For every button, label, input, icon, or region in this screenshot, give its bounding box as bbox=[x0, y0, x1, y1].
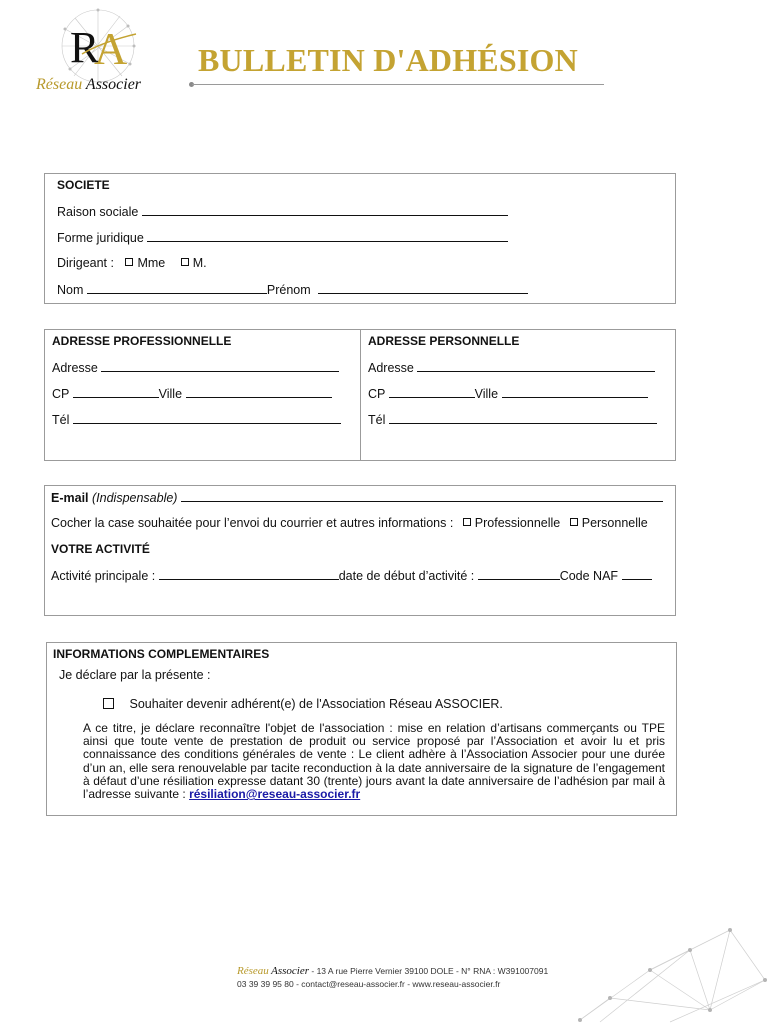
nom-field[interactable] bbox=[87, 281, 267, 294]
mme-label: Mme bbox=[137, 256, 166, 270]
footer-brand-2: Associer bbox=[271, 965, 310, 977]
prenom-field[interactable] bbox=[318, 281, 528, 294]
date-debut-field[interactable] bbox=[478, 567, 560, 580]
cp-ville-pro-row bbox=[52, 385, 332, 402]
info-paragraph bbox=[83, 722, 665, 801]
personnelle-checkbox[interactable] bbox=[570, 518, 578, 526]
ville-perso-field[interactable] bbox=[502, 385, 648, 398]
adresse-pro-heading: ADRESSE PROFESSIONNELLE bbox=[52, 334, 232, 348]
souhait-label: Souhaiter devenir adhérent(e) de l'Association Réseau ASSOCIER. bbox=[129, 697, 503, 711]
souhait-checkbox[interactable] bbox=[103, 698, 114, 709]
adresse-perso-label: Adresse bbox=[368, 361, 414, 375]
cp-pro-field[interactable] bbox=[73, 385, 159, 398]
cp-pro-label: CP bbox=[52, 387, 70, 401]
adresse-pro-field[interactable] bbox=[101, 359, 339, 372]
network-decoration-icon bbox=[560, 920, 768, 1024]
activite-heading: VOTRE ACTIVITÉ bbox=[51, 542, 150, 556]
info-paragraph-text: A ce titre, je déclare reconnaître l'objet de l'association : mise en relation d’artisans commerçants ou TPE ainsi que toute vente de prestation de produit ou service proposé par l’Association et avoir lu et pris connaissance des conditions générales de vente : Le client adhère à l’Association Associer pour une durée d’un an, elle sera renouvelable par tacite reconduction à la date anniversaire de la signature de l’engagement à défaut d’une résiliation expresse datant 30 (trente) jours avant la date anniversaire de l’adhésion par mail à l’adresse suivante : bbox=[83, 721, 665, 802]
ville-pro-field[interactable] bbox=[186, 385, 332, 398]
nom-prenom-row bbox=[57, 281, 528, 298]
professionnelle-label: Professionnelle bbox=[474, 516, 561, 530]
brand-name-part1: Réseau bbox=[36, 76, 83, 93]
cocher-row bbox=[51, 515, 648, 531]
activite-principale-field[interactable] bbox=[159, 567, 339, 580]
ville-pro-label: Ville bbox=[158, 387, 183, 401]
footer-line-1 bbox=[237, 965, 548, 978]
nom-label: Nom bbox=[57, 283, 84, 297]
cp-ville-perso-row bbox=[368, 385, 648, 402]
forme-juridique-field[interactable] bbox=[147, 229, 508, 242]
prenom-label: Prénom bbox=[266, 283, 311, 297]
dirigeant-label: Dirigeant : bbox=[57, 256, 114, 270]
activite-row bbox=[51, 567, 652, 584]
date-debut-label: date de début d’activité : bbox=[338, 569, 475, 583]
email-activite-section bbox=[44, 485, 676, 616]
page-title: BULLETIN D'ADHÉSION bbox=[198, 42, 578, 78]
network-globe-icon bbox=[30, 4, 170, 84]
professionnelle-checkbox[interactable] bbox=[463, 518, 471, 526]
code-naf-label: Code NAF bbox=[559, 569, 619, 583]
adresse-pro-row bbox=[52, 359, 339, 376]
tel-pro-field[interactable] bbox=[73, 411, 341, 424]
activite-principale-label: Activité principale : bbox=[51, 569, 156, 583]
info-section bbox=[46, 642, 677, 816]
tel-perso-row bbox=[368, 411, 657, 428]
email-label: E-mail bbox=[51, 491, 89, 505]
dirigeant-row bbox=[57, 255, 207, 271]
forme-juridique-label: Forme juridique bbox=[57, 231, 144, 245]
societe-section bbox=[44, 173, 676, 304]
raison-sociale-field[interactable] bbox=[142, 203, 508, 216]
email-note: (Indispensable) bbox=[92, 491, 178, 505]
raison-sociale-row bbox=[57, 203, 508, 220]
personnelle-label: Personnelle bbox=[581, 516, 648, 530]
email-row bbox=[51, 489, 663, 506]
svg-text:R: R bbox=[70, 23, 100, 72]
forme-juridique-row bbox=[57, 229, 508, 246]
footer-brand-1: Réseau bbox=[237, 965, 269, 977]
cp-perso-label: CP bbox=[368, 387, 386, 401]
footer-address: - 13 A rue Pierre Vernier 39100 DOLE - N° RNA : W391007091 bbox=[309, 966, 549, 976]
societe-heading: SOCIETE bbox=[57, 178, 110, 192]
tel-perso-label: Tél bbox=[368, 413, 386, 427]
raison-sociale-label: Raison sociale bbox=[57, 205, 139, 219]
tel-pro-row bbox=[52, 411, 341, 428]
declare-text: Je déclare par la présente : bbox=[59, 668, 211, 682]
adresse-section bbox=[44, 329, 676, 461]
tel-perso-field[interactable] bbox=[389, 411, 657, 424]
ville-perso-label: Ville bbox=[474, 387, 499, 401]
adresse-perso-row bbox=[368, 359, 655, 376]
souhait-row bbox=[103, 696, 503, 712]
code-naf-field[interactable] bbox=[622, 567, 652, 580]
cp-perso-field[interactable] bbox=[389, 385, 475, 398]
footer-line-2: 03 39 39 95 80 - contact@reseau-associer.fr - www.reseau-associer.fr bbox=[237, 979, 501, 989]
title-rule bbox=[192, 84, 604, 85]
tel-pro-label: Tél bbox=[52, 413, 70, 427]
mme-checkbox[interactable] bbox=[125, 258, 133, 266]
svg-text:A: A bbox=[94, 23, 128, 74]
brand-name-part2: Associer bbox=[85, 76, 142, 93]
footer bbox=[237, 965, 548, 991]
info-heading: INFORMATIONS COMPLEMENTAIRES bbox=[53, 647, 270, 661]
adresse-perso-heading: ADRESSE PERSONNELLE bbox=[368, 334, 520, 348]
m-checkbox[interactable] bbox=[181, 258, 189, 266]
brand-logo bbox=[30, 4, 170, 102]
brand-name bbox=[36, 76, 141, 94]
m-label: M. bbox=[192, 256, 207, 270]
email-field[interactable] bbox=[181, 489, 663, 502]
adresse-perso-field[interactable] bbox=[417, 359, 655, 372]
adresse-divider bbox=[360, 330, 361, 460]
resiliation-email-link[interactable]: résiliation@reseau-associer.fr bbox=[189, 787, 361, 802]
cocher-label: Cocher la case souhaitée pour l’envoi du courrier et autres informations : bbox=[51, 516, 454, 530]
adresse-pro-label: Adresse bbox=[52, 361, 98, 375]
